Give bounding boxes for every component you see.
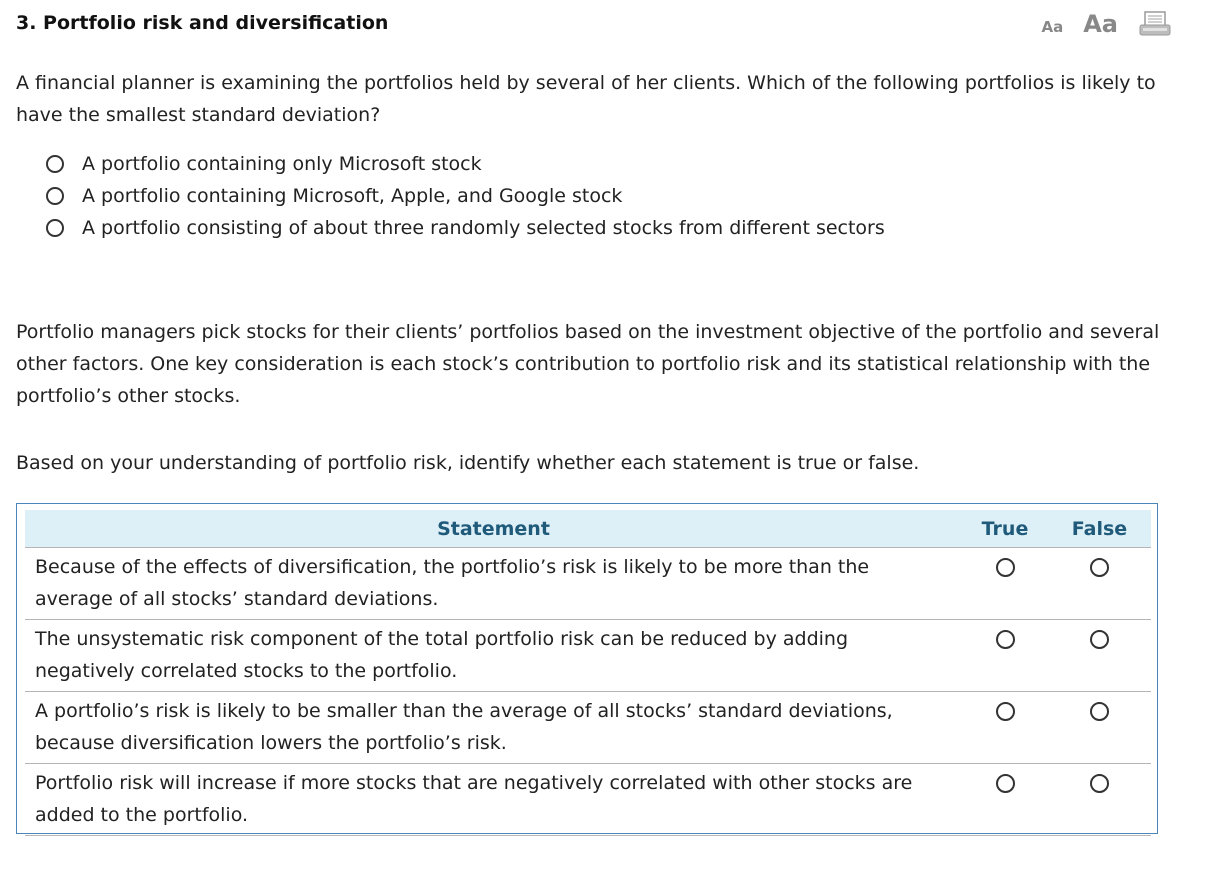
false-radio[interactable] — [1090, 774, 1109, 793]
font-size-small-button[interactable]: Aa — [1041, 18, 1064, 36]
option-microsoft-apple-google[interactable] — [46, 180, 885, 212]
true-cell — [962, 692, 1048, 764]
instruction-text: Based on your understanding of portfolio risk, identify whether each statement is true or false. — [16, 452, 920, 474]
false-radio[interactable] — [1090, 702, 1109, 721]
true-radio[interactable] — [996, 558, 1015, 577]
true-false-table — [25, 510, 1151, 836]
false-radio[interactable] — [1090, 558, 1109, 577]
question-page — [16, 0, 1192, 890]
true-radio[interactable] — [996, 702, 1015, 721]
true-radio[interactable] — [996, 774, 1015, 793]
statement-cell: A portfolio’s risk is likely to be smaller than the average of all stocks’ standard deviations, because diversification lowers the portfolio’s risk. — [25, 692, 962, 764]
toolbar — [1041, 10, 1172, 38]
true-cell — [962, 548, 1048, 620]
radio-icon[interactable] — [46, 187, 64, 205]
answer-options — [46, 148, 885, 244]
header-false: False — [1048, 510, 1151, 548]
table-row — [25, 548, 1151, 620]
context-text: Portfolio managers pick stocks for their clients’ portfolios based on the investment objective of the portfolio and several other factors. One key consideration is each stock’s contribution to portfolio risk and its statistical relationship with the portfolio’s other stocks. — [16, 321, 1160, 407]
statement-cell: The unsystematic risk component of the total portfolio risk can be reduced by adding negatively correlated stocks to the portfolio. — [25, 620, 962, 692]
true-cell — [962, 764, 1048, 836]
option-label: A portfolio consisting of about three randomly selected stocks from different sectors — [82, 217, 885, 239]
true-false-table-container — [16, 503, 1158, 834]
table-row — [25, 620, 1151, 692]
intro-text: A financial planner is examining the portfolios held by several of her clients. Which of the following portfolios is likely to have the smallest standard deviation? — [16, 72, 1156, 126]
header-statement: Statement — [25, 510, 962, 548]
false-cell — [1048, 620, 1151, 692]
table-row — [25, 764, 1151, 836]
false-cell — [1048, 548, 1151, 620]
statement-cell: Portfolio risk will increase if more stocks that are negatively correlated with other stocks are added to the portfolio. — [25, 764, 962, 836]
true-radio[interactable] — [996, 630, 1015, 649]
question-title: 3. Portfolio risk and diversification — [16, 12, 389, 34]
option-label: A portfolio containing Microsoft, Apple, and Google stock — [82, 185, 623, 207]
option-microsoft-only[interactable] — [46, 148, 885, 180]
false-cell — [1048, 764, 1151, 836]
radio-icon[interactable] — [46, 155, 64, 173]
print-icon[interactable] — [1138, 10, 1172, 38]
radio-icon[interactable] — [46, 219, 64, 237]
table-header-row — [25, 510, 1151, 548]
font-size-large-button[interactable]: Aa — [1083, 10, 1118, 38]
table-row — [25, 692, 1151, 764]
option-random-sectors[interactable] — [46, 212, 885, 244]
header-true: True — [962, 510, 1048, 548]
false-cell — [1048, 692, 1151, 764]
statement-cell: Because of the effects of diversification, the portfolio’s risk is likely to be more than the average of all stocks’ standard deviations. — [25, 548, 962, 620]
true-cell — [962, 620, 1048, 692]
option-label: A portfolio containing only Microsoft stock — [82, 153, 482, 175]
false-radio[interactable] — [1090, 630, 1109, 649]
